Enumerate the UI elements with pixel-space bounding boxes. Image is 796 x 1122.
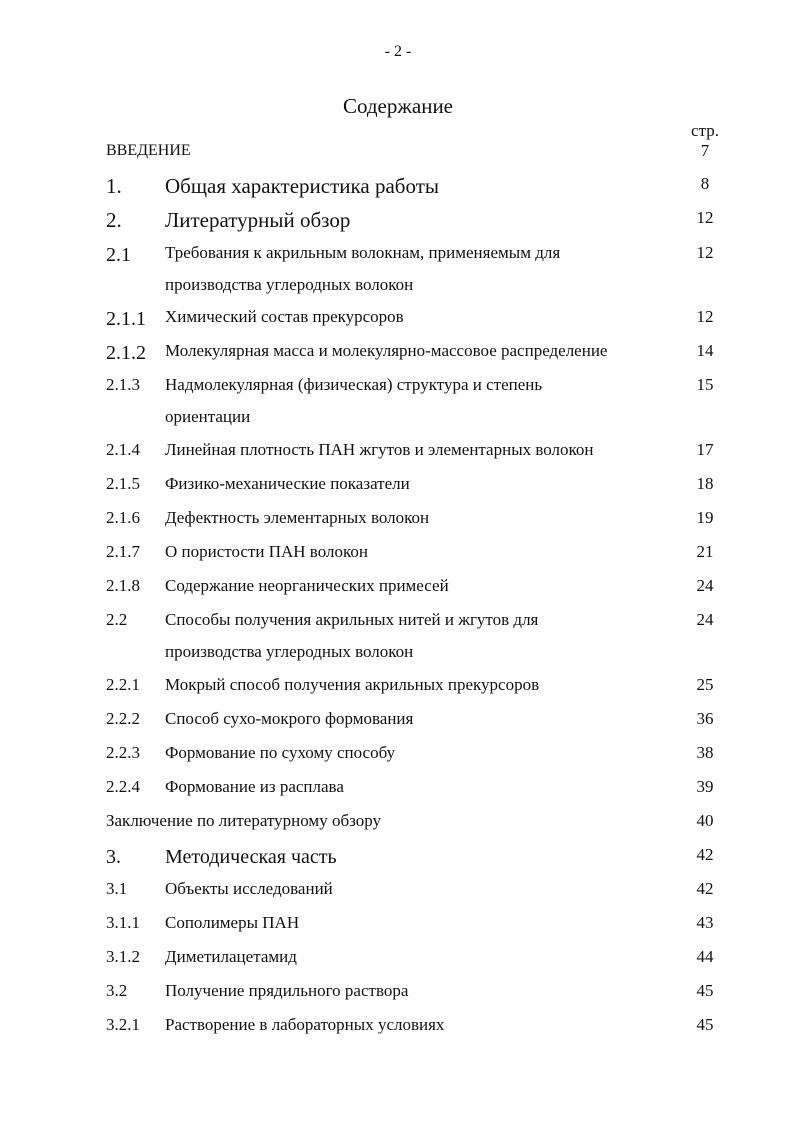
toc-entry-page: 38: [696, 743, 714, 762]
toc-entry-number: 3.1: [106, 879, 128, 898]
toc-entry-page: 17: [696, 440, 714, 459]
toc-entry-title: Молекулярная масса и молекулярно-массовое распределение: [165, 341, 608, 360]
toc-entry-page: 45: [696, 981, 714, 1000]
toc-entry-number: 2.2.2: [106, 709, 140, 728]
toc-entry-page: 12: [696, 208, 714, 227]
toc-entry-number: 2.2.4: [106, 777, 140, 796]
toc-entry-title: Диметилацетамид: [165, 947, 297, 966]
toc-entry-page: 15: [696, 375, 714, 394]
toc-entry-title: Линейная плотность ПАН жгутов и элементарных волокон: [165, 440, 594, 459]
toc-entry-page: 21: [696, 542, 714, 561]
toc-entry-number: 2.1.3: [106, 375, 140, 394]
toc-entry-title: Общая характеристика работы: [165, 174, 439, 198]
toc-entry-title: Получение прядильного раствора: [165, 981, 409, 1000]
toc-entry-title: Содержание неорганических примесей: [165, 576, 449, 595]
toc-entry-title: Методическая часть: [165, 846, 337, 868]
toc-entry-title: Растворение в лабораторных условиях: [165, 1015, 445, 1034]
toc-entry-title: [165, 243, 680, 295]
toc-entry-title: Заключение по литературному обзору: [106, 811, 381, 830]
toc-entry-title-line: производства углеродных волокон: [165, 642, 414, 661]
toc-entry-number: 2.2.1: [106, 675, 140, 694]
page-number: - 2 -: [384, 43, 412, 60]
toc-entry-page: 24: [696, 576, 714, 595]
toc-entry-title: [165, 375, 680, 427]
toc-entry-title: Дефектность элементарных волокон: [165, 508, 430, 527]
toc-entry-title: Формование по сухому способу: [165, 743, 396, 762]
toc-entry-number: 2.1.6: [106, 508, 140, 527]
toc-entry-title-line: Способы получения акрильных нитей и жгутов для: [165, 610, 539, 629]
toc-entry-number: 3.2.1: [106, 1015, 140, 1034]
toc-entry-title-line: Требования к акрильным волокнам, применяемым для: [165, 243, 561, 262]
toc-entry-page: 24: [696, 610, 714, 629]
toc-entry-page: 12: [696, 307, 714, 326]
toc-entry-title: ВВЕДЕНИЕ: [106, 142, 191, 159]
toc-entry-page: 40: [696, 811, 714, 830]
toc-entry-title-line: Надмолекулярная (физическая) структура и степень: [165, 375, 543, 394]
toc-entry-title: Сополимеры ПАН: [165, 913, 300, 932]
toc-entry-page: 45: [696, 1015, 714, 1034]
toc-entry-title: Мокрый способ получения акрильных прекурсоров: [165, 675, 540, 694]
toc-entry-number: 2.1: [106, 244, 131, 266]
toc-entry-page: 19: [696, 508, 714, 527]
page-title: Содержание: [342, 94, 454, 118]
toc-entry-title: Формование из расплава: [165, 777, 344, 796]
toc-entry-title: Физико-механические показатели: [165, 474, 410, 493]
toc-entry-page: 12: [696, 243, 714, 262]
toc-entry-number: 3.1.1: [106, 913, 140, 932]
toc-entry-number: 2.1.7: [106, 542, 140, 561]
toc-entry-title-line: производства углеродных волокон: [165, 275, 414, 294]
toc-entry-number: 2.1.1: [106, 308, 146, 330]
toc-entry-page: 42: [696, 845, 714, 864]
toc-entry-title: Литературный обзор: [165, 208, 351, 232]
toc-entry-number: 2.2: [106, 610, 128, 629]
toc-entry-title: Химический состав прекурсоров: [165, 307, 404, 326]
toc-entry-number: 3.2: [106, 981, 128, 1000]
toc-entry-page: 7: [700, 141, 710, 160]
toc-entry-title: Объекты исследований: [165, 879, 333, 898]
toc-entry-number: 2.1.2: [106, 342, 146, 364]
toc-entry-title: Способ сухо-мокрого формования: [165, 709, 414, 728]
toc-entry-title: [165, 610, 680, 662]
toc-entry-number: 3.1.2: [106, 947, 140, 966]
toc-entry-number: 2.2.3: [106, 743, 140, 762]
page-column-label: стр.: [691, 121, 719, 140]
toc-entry-number: 2.1.5: [106, 474, 140, 493]
toc-entry-page: 43: [696, 913, 714, 932]
toc-entry-number: 2.1.4: [106, 440, 140, 459]
toc-entry-page: 44: [696, 947, 714, 966]
toc-entry-page: 18: [696, 474, 714, 493]
toc-entry-number: 1.: [106, 174, 122, 198]
toc-entry-title-line: ориентации: [165, 407, 251, 426]
toc-entry-title: О пористости ПАН волокон: [165, 542, 368, 561]
toc-entry-page: 25: [696, 675, 714, 694]
toc-entry-page: 14: [696, 341, 714, 360]
toc-entry-page: 42: [696, 879, 714, 898]
toc-entry-page: 39: [696, 777, 714, 796]
toc-entry-number: 2.: [106, 208, 122, 232]
toc-entry-number: 3.: [106, 846, 121, 868]
toc-entry-page: 8: [700, 174, 710, 193]
toc-entry-number: 2.1.8: [106, 576, 140, 595]
toc-entry-page: 36: [696, 709, 714, 728]
